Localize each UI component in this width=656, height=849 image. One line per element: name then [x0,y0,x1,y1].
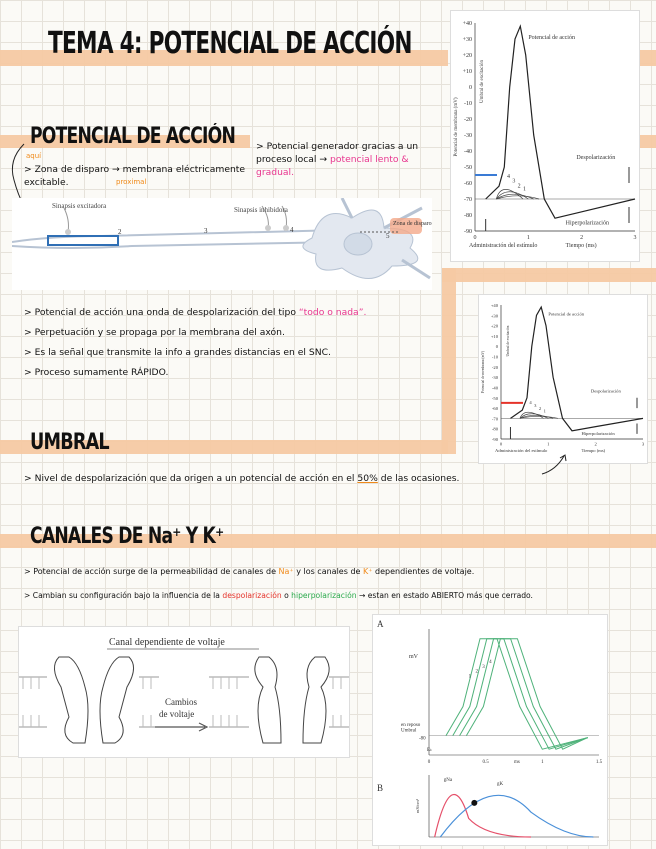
x-tick-label: 2 [594,441,597,447]
ap-green-curve [466,639,587,750]
ap-graph-2-svg [479,295,647,463]
curve-number: 3 [482,664,485,670]
hyperpolarization-label: Hiperpolarización [581,430,615,436]
generator-highlight: potencial lento & gradual. [256,154,409,178]
threshold-label: Umbral de excitación [480,59,485,103]
rest-label-2: en reposo [401,722,421,728]
label-n2: 2 [118,228,122,236]
y-tick-label: -20 [464,117,472,123]
x-tick-label: 1.5 [595,760,603,765]
x-unit: ms [514,760,520,765]
y-tick-label: -90 [491,437,498,442]
depolarization-label: Despolarización [576,155,616,161]
canales-line-1: > Potencial de acción surge de la permeabilidad de canales de Na⁺ y los canales de K⁺ dependientes de voltaje. [24,567,475,576]
y-tick-label: -30 [491,375,498,381]
section-heading-canales: CANALES DE Na⁺ Y K⁺ [30,524,224,549]
y-tick-label: -50 [464,165,472,171]
label-zona-disparo: Zona de disparo [393,221,432,227]
y-tick-label: -40 [464,149,472,155]
g-unit: mS/cm² [415,798,420,814]
x-tick-label: 0 [499,441,503,447]
y-tick-label: -90 [464,229,472,235]
y-tick-label: -80 [419,736,426,742]
action-potential-graph-1 [450,10,640,262]
percent-highlight: 50% [357,473,378,484]
neuron-figure [12,198,432,290]
x-tick-label: 1 [541,760,544,765]
generator-text [256,140,446,179]
y-tick-label: -20 [491,364,498,370]
ek-label: Eₖ [427,748,433,754]
conductance-graph [372,614,608,846]
panel-a-label: A [377,619,384,629]
channel-caption-1: Cambios [165,697,198,707]
action-potential-graph-2 [478,294,648,464]
curve-number: 2 [538,406,542,412]
peak-label: Potencial de acción [528,35,575,41]
label-sinapsis-inhibidora: Sinapsis inhibidora [234,206,288,214]
panel-b-label: B [377,783,384,793]
x-tick-label: 3 [633,235,637,241]
curve-number: 2 [475,669,478,675]
y-tick-label: +20 [462,53,472,59]
peak-label: Potencial de acción [548,311,585,317]
channel-figure-title: Canal dependiente de voltaje [109,637,225,648]
umbral-text: > Nivel de despolarización que da origen a un potencial de acción en el 50% de las ocasiones. [24,473,460,484]
y-tick-label: -80 [491,426,498,432]
page-title: TEMA 4: POTENCIAL DE ACCIÓN [48,26,412,61]
bullet-1: > Potencial de acción una onda de despolarización del tipo “todo o nada”. [24,307,367,318]
gk-curve [440,795,593,837]
y-tick-label: -10 [491,354,498,360]
y-tick-label: -70 [491,416,498,422]
y-tick-label: +40 [490,303,498,308]
curve-number: 1 [468,674,472,680]
y-tick-label: 0 [469,85,472,91]
generator-label: > Potencial generador gracias a un proceso local → [256,141,419,165]
section-heading-umbral: UMBRAL [30,430,109,455]
y-unit-a: mV [409,654,418,661]
curve-number: 4 [489,659,492,665]
depolarization-label: Despolarización [590,388,621,394]
curve-number: 3 [512,178,516,185]
y-tick-label: +20 [490,323,498,329]
x-tick-label: 0.5 [482,760,489,765]
x-tick-label: 2 [580,235,584,241]
ap-graph-1-svg [451,11,639,261]
y-tick-label: +10 [490,333,498,339]
bullet-4: > Proceso sumamente RÁPIDO. [24,367,169,378]
curve-number: 4 [507,173,510,180]
curve-number: 1 [543,408,546,414]
y-tick-label: -80 [464,213,472,219]
zone-text: > Zona de disparo → membrana eléctricamente excitable. [24,164,246,188]
y-tick-label: -60 [464,181,472,187]
y-tick-label: -10 [464,101,472,107]
channel-caption-2: de voltaje [159,709,195,719]
y-tick-label: -60 [491,406,498,412]
y-tick-label: -50 [491,395,498,401]
y-tick-label: 0 [495,344,498,350]
y-tick-label: +10 [462,69,472,75]
annotation-aca: aquí [26,152,42,160]
x-tick-label: 3 [641,441,645,447]
voltage-channel-figure [18,626,350,758]
curve-number: 4 [529,400,532,406]
hyperpolarization-label: Hiperpolarización [565,220,609,227]
x-axis-label: Tiempo (ms) [581,448,606,454]
y-axis-label: Potencial de membrana (mV) [481,350,485,394]
y-tick-label: +30 [490,313,498,319]
section-heading-potencial: POTENCIAL DE ACCIÓN [30,124,236,149]
y-axis-label: Potencial de membrana (mV) [454,97,459,157]
conductance-graph-svg [373,615,607,845]
stimulus-label: Administración del estímulo [495,448,548,454]
y-tick-label: -40 [491,385,498,391]
label-sinapsis-excitadora: Sinapsis excitadora [52,202,107,210]
x-tick-label: 0 [473,235,477,241]
curve-number: 3 [534,403,537,409]
bullet-2: > Perpetuación y se propaga por la membrana del axón. [24,327,285,338]
stimulus-label: Administración del estímulo [469,243,538,249]
y-tick-label: +30 [462,37,472,43]
label-n3: 3 [204,227,208,235]
curve-number: 2 [517,183,521,190]
highlight-frame-left [442,268,456,454]
crossover-point [471,800,477,806]
gk-label: gK [497,782,504,787]
annotation-proximal: proximal [116,178,147,186]
bullet-3: > Es la señal que transmite la info a grandes distancias en el SNC. [24,347,331,358]
y-tick-label: -30 [464,133,472,139]
bullet-list [24,306,444,379]
threshold-label: Umbral de excitación [506,325,510,357]
ap-green-curve [460,639,588,750]
canales-line-2: > Cambian su configuración bajo la influencia de la despolarización o hiperpolarización → estan en estado ABIERTO más que cerrado. [24,591,533,600]
x-tick-label: 0 [427,760,431,765]
y-tick-label: -70 [464,197,472,203]
x-tick-label: 1 [526,235,530,241]
rest-label-1: Umbral [401,728,417,734]
ap-green-curve [453,639,588,750]
curve-number: 1 [523,186,526,193]
arrow-umbral-to-graph [540,452,570,478]
y-tick-label: +40 [462,21,472,27]
x-tick-label: 1 [547,441,550,447]
label-n5: 5 [386,232,390,240]
x-axis-label: Tiempo (ms) [565,243,597,249]
gna-label: gNa [443,778,453,783]
label-n4: 4 [290,226,294,234]
highlight-frame-top [442,268,656,282]
neuron-diagram [12,198,432,290]
ap-green-curve [446,639,588,750]
